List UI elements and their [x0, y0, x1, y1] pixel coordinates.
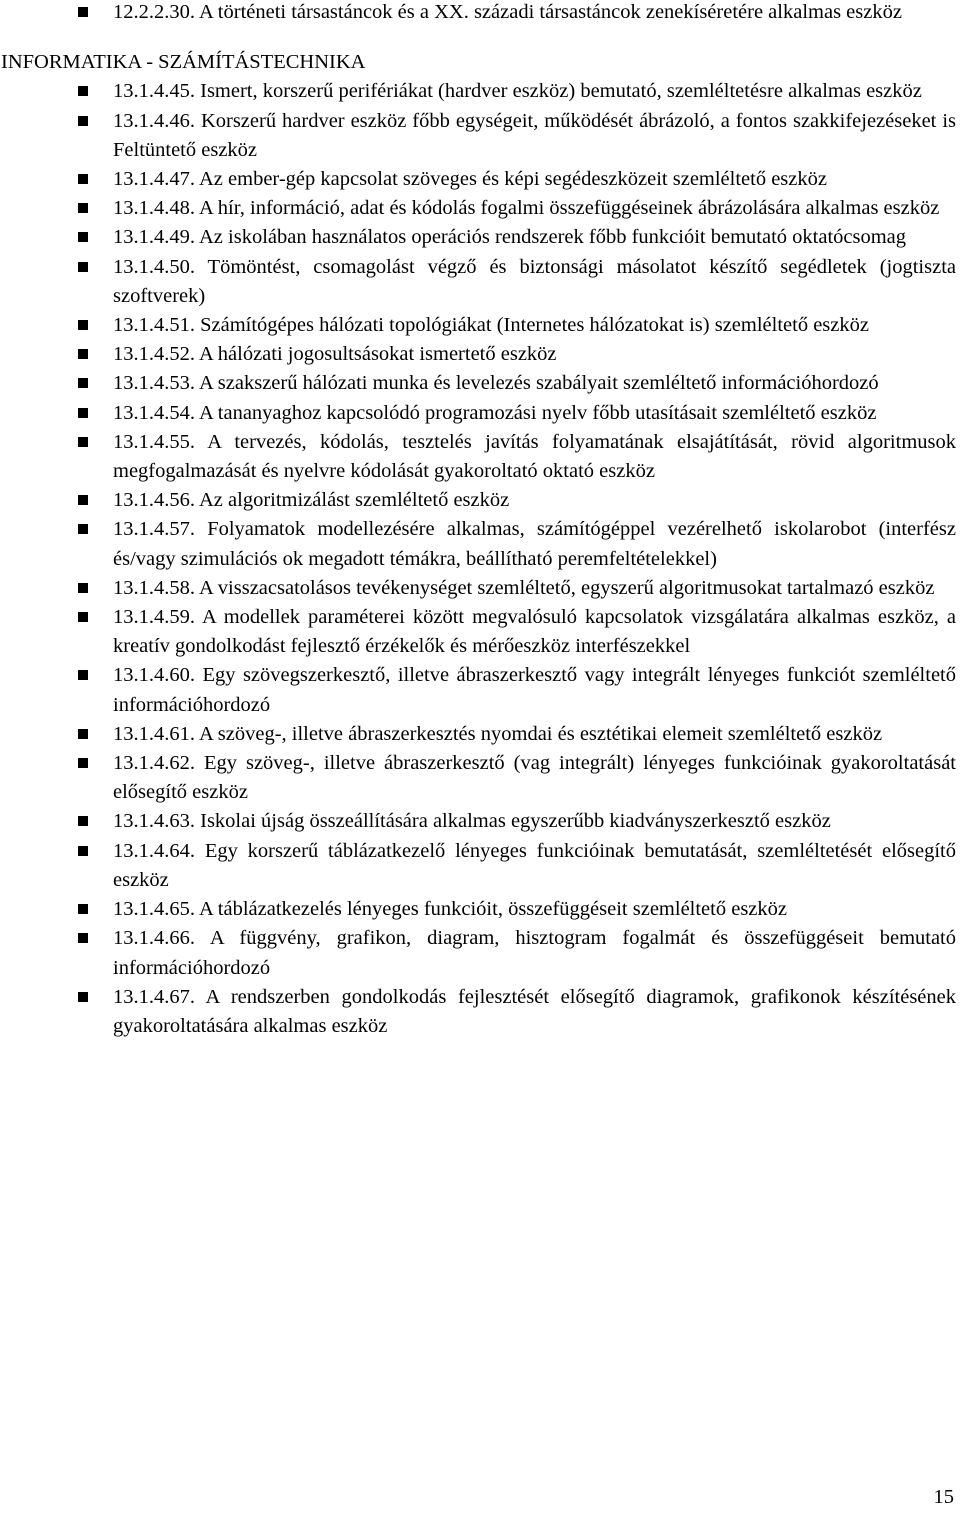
square-bullet-icon — [78, 904, 88, 914]
list-item-text: 13.1.4.63. Iskolai újság összeállítására alkalmas egyszerűbb kiadványszerkesztő eszköz — [113, 810, 831, 833]
list-item-text: 13.1.4.47. Az ember-gép kapcsolat szöveges és képi segédeszközeit szemléltető eszköz — [113, 168, 827, 191]
pre-section-list — [0, 0, 960, 27]
list-item — [0, 749, 960, 807]
list-item — [0, 428, 960, 486]
square-bullet-icon — [78, 320, 88, 330]
list-item-text: 13.1.4.55. A tervezés, kódolás, tesztelés javítás folyamatának elsajátítását, rövid algoritmusok megfogalmazását és nyelvre kódolását gyakoroltató oktató eszköz — [113, 430, 956, 483]
list-item-text: 13.1.4.60. Egy szövegszerkesztő, illetve ábraszerkesztő vagy integrált lényeges funkciót szemléltető információhordozó — [113, 664, 956, 716]
list-item-text: 13.1.4.61. A szöveg-, illetve ábraszerkesztés nyomdai és esztétikai elemeit szemléltető eszköz — [113, 722, 883, 745]
list-item — [0, 515, 960, 573]
list-item-text: 13.1.4.48. A hír, információ, adat és kódolás fogalmi összefüggéseinek ábrázolására alkalmas eszköz — [113, 197, 940, 220]
list-item — [0, 253, 960, 311]
square-bullet-icon — [78, 408, 88, 418]
list-item — [0, 983, 960, 1041]
square-bullet-icon — [78, 86, 88, 96]
section-heading: INFORMATIKA - SZÁMÍTÁSTECHNIKA — [1, 51, 366, 74]
list-item — [0, 223, 960, 252]
list-item-text: 13.1.4.67. A rendszerben gondolkodás fejlesztését elősegítő diagramok, grafikonok készítésének gyakoroltatására alkalmas eszköz — [113, 985, 956, 1037]
square-bullet-icon — [78, 262, 88, 272]
list-item — [0, 0, 960, 27]
square-bullet-icon — [78, 933, 88, 943]
list-item — [0, 720, 960, 749]
list-item-text: 13.1.4.56. Az algoritmizálást szemléltető eszköz — [113, 489, 510, 512]
list-item — [0, 574, 960, 603]
square-bullet-icon — [78, 992, 88, 1002]
square-bullet-icon — [78, 524, 88, 534]
list-item-text: 13.1.4.58. A visszacsatolásos tevékenységet szemléltető, egyszerű algoritmusokat tartalmazó eszköz — [113, 576, 935, 599]
square-bullet-icon — [78, 729, 88, 739]
square-bullet-icon — [78, 495, 88, 505]
square-bullet-icon — [78, 349, 88, 359]
square-bullet-icon — [78, 846, 88, 856]
list-item — [0, 661, 960, 719]
square-bullet-icon — [78, 174, 88, 184]
list-item — [0, 369, 960, 398]
list-item — [0, 603, 960, 661]
list-item — [0, 194, 960, 223]
list-item — [0, 165, 960, 194]
square-bullet-icon — [78, 670, 88, 680]
equipment-list — [0, 77, 960, 1041]
list-item — [0, 924, 960, 982]
square-bullet-icon — [78, 816, 88, 826]
list-item-text: 13.1.4.52. A hálózati jogosultsásokat ismertető eszköz — [113, 343, 557, 366]
square-bullet-icon — [78, 7, 88, 17]
square-bullet-icon — [78, 203, 88, 213]
list-item-text: 13.1.4.62. Egy szöveg-, illetve ábraszerkesztő (vag integrált) lényeges funkcióinak gyakoroltatását elősegítő eszköz — [113, 752, 956, 804]
list-item — [0, 486, 960, 515]
list-item — [0, 77, 960, 106]
square-bullet-icon — [78, 232, 88, 242]
square-bullet-icon — [78, 612, 88, 622]
list-item-text: 12.2.2.30. A történeti társastáncok és a XX. századi társastáncok zenekíséretére alkalmas eszköz — [113, 1, 902, 23]
list-item-text: 13.1.4.51. Számítógépes hálózati topológiákat (Internetes hálózatokat is) szemléltető eszköz — [113, 314, 869, 337]
list-item — [0, 399, 960, 428]
list-item-text: 13.1.4.66. A függvény, grafikon, diagram, hisztogram fogalmát és összefüggéseit bemutató információhordozó — [113, 927, 956, 979]
square-bullet-icon — [78, 583, 88, 593]
list-item — [0, 807, 960, 836]
list-item-text: 13.1.4.65. A táblázatkezelés lényeges funkcióit, összefüggéseit szemléltető eszköz — [113, 898, 787, 921]
square-bullet-icon — [78, 116, 88, 126]
list-item — [0, 107, 960, 165]
list-item — [0, 311, 960, 340]
square-bullet-icon — [78, 437, 88, 447]
page-number: 15 — [933, 1486, 954, 1508]
list-item — [0, 837, 960, 895]
list-item-text: 13.1.4.64. Egy korszerű táblázatkezelő lényeges funkcióinak bemutatását, szemléltetését elősegítő eszköz — [113, 839, 956, 891]
list-item-text: 13.1.4.53. A szakszerű hálózati munka és levelezés szabályait szemléltető információhordozó — [113, 372, 879, 395]
list-item — [0, 895, 960, 924]
list-item — [0, 340, 960, 369]
square-bullet-icon — [78, 758, 88, 768]
list-item-text: 13.1.4.46. Korszerű hardver eszköz főbb egységeit, működését ábrázoló, a fontos szakkifejezéseket is Feltüntető eszköz — [113, 109, 956, 161]
square-bullet-icon — [78, 378, 88, 388]
list-item-text: 13.1.4.54. A tananyaghoz kapcsolódó programozási nyelv főbb utasításait szemléltető eszköz — [113, 401, 877, 424]
list-item-text: 13.1.4.49. Az iskolában használatos operációs rendszerek főbb funkcióit bemutató oktatócsomag — [113, 226, 907, 249]
list-item-text: 13.1.4.50. Tömöntést, csomagolást végző és biztonsági másolatot készítő segédletek (jogtiszta szoftverek) — [113, 255, 956, 307]
list-item-text: 13.1.4.57. Folyamatok modellezésére alkalmas, számítógéppel vezérelhető iskolarobot (interfész és/vagy szimulációs ok megadott témákra, beállítható peremfeltételekkel) — [113, 518, 956, 570]
list-item-text: 13.1.4.45. Ismert, korszerű perifériákat (hardver eszköz) bemutató, szemléltetésre alkalmas eszköz — [113, 80, 922, 103]
list-item-text: 13.1.4.59. A modellek paraméterei között megvalósuló kapcsolatok vizsgálatára alkalmas eszköz, a kreatív gondolkodást fejlesztő érzékelők és mérőeszköz interfészekkel — [113, 606, 956, 658]
